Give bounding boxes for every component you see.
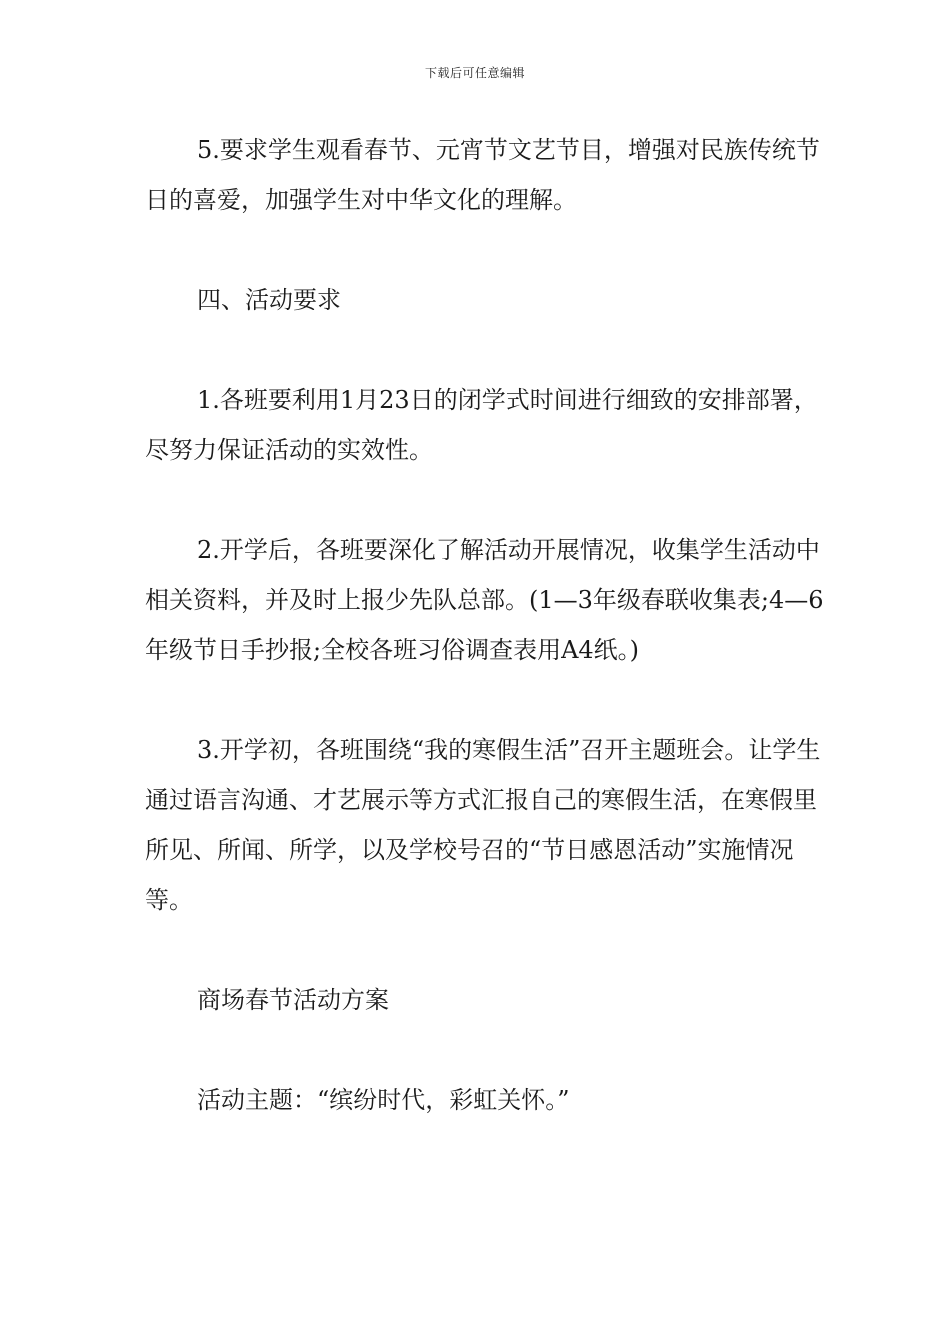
paragraph-spacer	[145, 475, 835, 525]
paragraph-requirement-2: 2.开学后，各班要深化了解活动开展情况，收集学生活动中相关资料，并及时上报少先队总部。(1—3年级春联收集表;4—6年级节日手抄报;全校各班习俗调查表用A4纸。)	[145, 536, 824, 664]
page-header-note: 下载后可任意编辑	[424, 66, 525, 80]
paragraph-spacer	[145, 675, 835, 725]
paragraph-spacer	[145, 1025, 835, 1075]
paragraph-item-5-requirement: 5.要求学生观看春节、元宵节文艺节目，增强对民族传统节日的喜爱，加强学生对中华文化的理解。	[145, 136, 820, 214]
section-heading-activity-requirements: 四、活动要求	[197, 286, 341, 314]
paragraph-requirement-3: 3.开学初，各班围绕“我的寒假生活”召开主题班会。让学生通过语言沟通、才艺展示等方式汇报自己的寒假生活，在寒假里所见、所闻、所学，以及学校号召的“节日感恩活动”实施情况等。	[145, 736, 821, 914]
paragraph-activity-theme: 活动主题：“缤纷时代，彩虹关怀。”	[197, 1086, 570, 1114]
paragraph-spacer	[145, 225, 835, 275]
paragraph-spacer	[145, 925, 835, 975]
document-body	[145, 125, 835, 1125]
paragraph-spacer	[145, 325, 835, 375]
section-heading-mall-plan: 商场春节活动方案	[197, 986, 389, 1014]
paragraph-requirement-1: 1.各班要利用1月23日的闭学式时间进行细致的安排部署，尽努力保证活动的实效性。	[145, 386, 818, 464]
